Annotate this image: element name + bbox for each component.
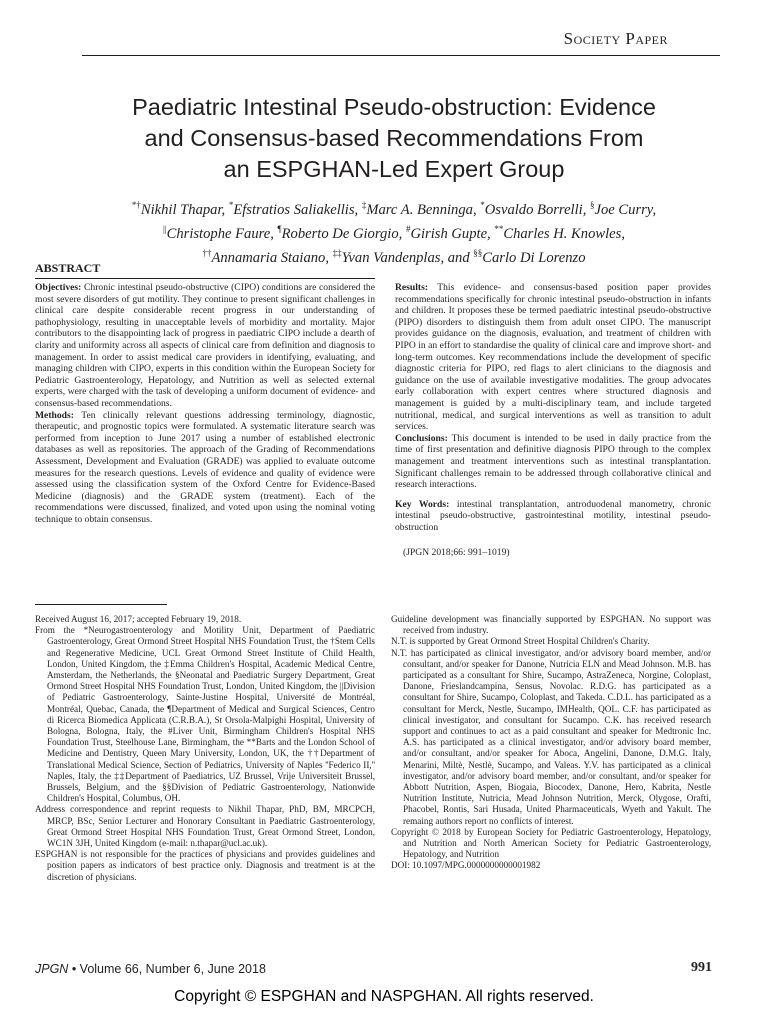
author-name: Charles H. Knowles, [503,225,625,242]
abstract-methods [35,410,375,526]
affiliation-mark: ‡‡ [332,247,342,258]
page-number: 991 [691,960,712,975]
footnote-rule [35,604,167,605]
footnote-received: Received August 16, 2017; accepted February 19, 2018. [35,614,242,624]
author-name: Christophe Faure, [166,225,278,242]
section-label: Society Paper [563,29,668,48]
affiliation-mark: *† [131,200,141,210]
journal-footer [35,962,266,976]
affiliation-mark: * [480,200,485,210]
header-rule [82,55,720,56]
author-name: Annamaria Staiano, [211,249,333,266]
author-name: Roberto De Giorgio, [281,225,406,242]
journal-citation: (JPGN 2018;66: 991–1019) [403,547,510,559]
footnote-support: N.T. is supported by Great Ormond Street Hospital Children's Charity. [391,636,650,647]
author-name: Yvan Vandenplas, and [341,249,474,266]
footnote-affiliations: From the *Neurogastroenterology and Motility Unit, Department of Paediatric Gastroenterology, Great Ormond Street Hospital NHS Foundation Trust, the †Stem Cells and Regenerative Medicine, UCL Great Ormond Street Institute of Child Health, London, United Kingdom, the ‡Emma Children's Hospital, Academic Medical Centre, Amsterdam, the Netherlands, the §Neonatal and Paediatric Surgery Department, Great Ormond Street Hospital NHS Foundation Trust, London, United Kingdom, the ||Division of Pediatric Gastroenterology, Sainte-Justine Hospital, Université de Montréal, Montréal, Quebac, Canada, the ¶Department of Medical and Surgical Sciences, Centro di Ricerca Biomedica Applicata (C.R.B.A.), St Orsola-Malpighi Hospital, University of Bologna, Bologna, Italy, the #Liver Unit, Birmingham Children's Hospital NHS Foundation Trust, Steelhouse Lane, Birmingham, the **Barts and the London School of Medicine and Dentistry, Queen Mary University, London, UK, the ††Department of Translational Medical Science, Section of Pediatrics, University of Naples ''Federico II,'' Naples, Italy, the ‡‡Department of Paediatrics, UZ Brussel, Vrije Universiteit Brussel, Brussels, Belgium, and the §§Division of Pediatric Gastroenterology, Nationwide Children's Hospital, Columbus, OH. [35,625,375,804]
abstract-right-column [395,282,711,559]
footnote-disclaimer: ESPGHAN is not responsible for the practices of physicians and provides guidelines and position papers as indicators of best practice only. Diagnosis and treatment is at the discretion of physicians. [35,849,375,882]
conclusions-text: This document is intended to be used in daily practice from the time of first presentation and definitive diagnosis PIPO through to the complex management and treatment interventions such as intestinal transplantation. Significant challenges remain to be addressed through collaborative clinical and research interactions. [395,432,711,491]
objectives-label: Objectives: [35,282,82,293]
footnotes-left [35,614,375,883]
abstract-conclusions [395,433,711,491]
abstract-heading: ABSTRACT [35,261,101,275]
abstract-keywords [395,499,711,534]
affiliation-mark: # [405,223,411,234]
objectives-text: Chronic intestinal pseudo-obstructive (CIPO) conditions are considered the most severe disorders of gut motility. They continue to present significant challenges in clinical care despite considerable recent progress in our understanding of pathophysiology, resulting in unacceptable levels of morbidity and mortality. Major contributors to the disappointing lack of progress in paediatric CIPO include a dearth of clarity and uniformity across all aspects of clinical care from definition and diagnosis to management. In order to assist medical care providers in identifying, evaluating, and managing children with CIPO, experts in this condition within the European Society for Pediatric Gastroenterology, Hepatology, and Nutrition as well as selected external experts, were charged with the task of developing a uniform document of evidence- and consensus-based recommendations. [35,282,375,409]
results-label: Results: [395,282,429,293]
author-name: Marc A. Benninga, [366,201,481,218]
author-line [60,244,728,268]
keywords-text: intestinal transplantation, antroduodenal manometry, chronic intestinal pseudo-obstructive, gastrointestinal motility, intestinal pseudo-obstruction [395,498,711,533]
author-name: Girish Gupte, [410,225,495,242]
conclusions-label: Conclusions: [395,432,448,444]
footnote-copyright: Copyright © 2018 by European Society for Pediatric Gastroenterology, Hepatology, and Nutrition and North American Society for Pediatric Gastroenterology, Hepatology, and Nutrition [391,826,711,860]
abstract-results [395,282,711,433]
footnote-funding: Guideline development was financially supported by ESPGHAN. No support was received from industry. [391,614,711,636]
author-name: Efstratios Saliakellis, [233,201,362,218]
footnote-correspondence: Address correspondence and reprint requests to Nikhil Thapar, PhD, BM, MRCPCH, MRCP, BSc, Senior Lecturer and Honorary Consultant in Paediatric Gastroenterology, Great Ormond Street Hospital NHS Foundation Trust, Great Ormond Street, London, WC1N 3JH, United Kingdom (e-mail: n.thapar@ucl.ac.uk). [35,804,375,849]
affiliation-mark: ‡ [361,200,367,210]
abstract-left-column [35,282,375,525]
journal-name: JPGN [35,962,69,976]
author-line [60,196,728,220]
abstract-rule [35,278,375,279]
author-name: Carlo Di Lorenzo [482,249,586,266]
author-name: Joe Curry, [594,201,657,218]
affiliation-mark: ¶ [277,223,282,234]
abstract-objectives [35,282,375,410]
author-list [60,196,728,268]
author-name: Osvaldo Borrelli, [484,201,591,218]
copyright-banner: Copyright © ESPGHAN and NASPGHAN. All rights reserved. [174,988,594,1005]
title-line: Paediatric Intestinal Pseudo-obstruction: Evidence [132,94,656,120]
results-text: This evidence- and consensus-based position paper provides recommendations specifically for chronic intestinal pseudo-obstruction in infants and children. It proposes these be termed paediatric intestinal pseudo-obstructive (PIPO) disorders to distinguish them from adult onset CIPO. The manuscript provides guidance on the diagnosis, evaluation, and treatment of children with PIPO in an effort to standardise the quality of clinical care and improve short- and long-term outcomes. Key recommendations include the development of specific diagnostic criteria for PIPO, red flags to alert clinicians to the diagnosis and guidance on the use of available investigative modalities. The group advocates early collaboration with expert centres where structured diagnosis and management is guided by a multi-disciplinary team, and include targeted nutritional, medical, and surgical interventions as well as transition to adult services. [395,282,711,433]
methods-text: Ten clinically relevant questions addressing terminology, diagnostic, therapeutic, and prognostic topics were formulated. A systematic literature search was performed from inception to June 2017 using a number of established electronic databases as well as repositories. The approach of the Grading of Recommendations Assessment, Development and Evaluation (GRADE) was applied to evaluate outcome measures for the research questions. Levels of evidence and quality of evidence were assessed using the classification system of the Oxford Centre for Evidence-Based Medicine (diagnosis) and the GRADE system (treatment). Each of the recommendations were discussed, finalized, and voted upon using the nominal voting technique to obtain consensus. [35,409,375,525]
article-title [60,92,728,185]
affiliation-mark: §§ [473,247,483,258]
author-line [60,220,728,244]
methods-label: Methods: [35,409,74,421]
journal-issue: • Volume 66, Number 6, June 2018 [68,962,266,976]
affiliation-mark: || [163,223,167,234]
affiliation-mark: * [228,200,234,210]
affiliation-mark: ** [494,223,504,234]
footnote-conflicts: N.T. has participated as clinical investigator, and/or advisory board member, and/or consultant, and/or speaker for Danone, Nutricia ELN and Mead Johnson. M.B. has participated as a consultant for Shire, Sucampo, AstraZeneca, Norgine, Coloplast, Danone, Frieslandcampina, Sensus, Novolac. R.D.G. has participated as a consultant for Shire, Sucampo, Coloplast, and Takeda. C.D.L. has participated as a consultant for Merck, Nestle, Sucampo, IMHealth, QOL. C.F. has participated as clinical investigator, and consultant for Sucampo. C.K. has received research support and continues to act as a paid consultant and speaker for Medtronic Inc. A.S. has participated as a clinical investigator, and/or advisory board member, and/or consultant, and/or speaker for Aboca, Angelini, Danone, D.M.G. Italy, Menarini, Miltè, Nestlè, Sucampo, and Valeas. Y.V. has participated as a clinical investigator, and/or advisory board member, and/or consultant, and/or speaker for Abbott Nutrition, Aspen, Biogaia, Biocodex, Danone, Hero, Kabrita, Nestle Nutrition Institute, Nutricia, Mead Johnson Nutrition, Merck, Olygose, Orafti, Phacobel, Rontis, Sari Husada, United Pharmaceuticals, Wyeth and Yakult. The remaing authors report no conflicts of interest. [391,647,711,826]
keywords-label: Key Words: [395,498,450,510]
author-name: Nikhil Thapar, [140,201,229,218]
title-line: an ESPGHAN-Led Expert Group [223,156,565,182]
footnote-doi: DOI: 10.1097/MPG.0000000000001982 [391,860,541,871]
title-line: and Consensus-based Recommendations From [144,125,644,151]
affiliation-mark: § [590,200,595,210]
affiliation-mark: †† [202,247,212,258]
footnotes-right [391,614,711,872]
